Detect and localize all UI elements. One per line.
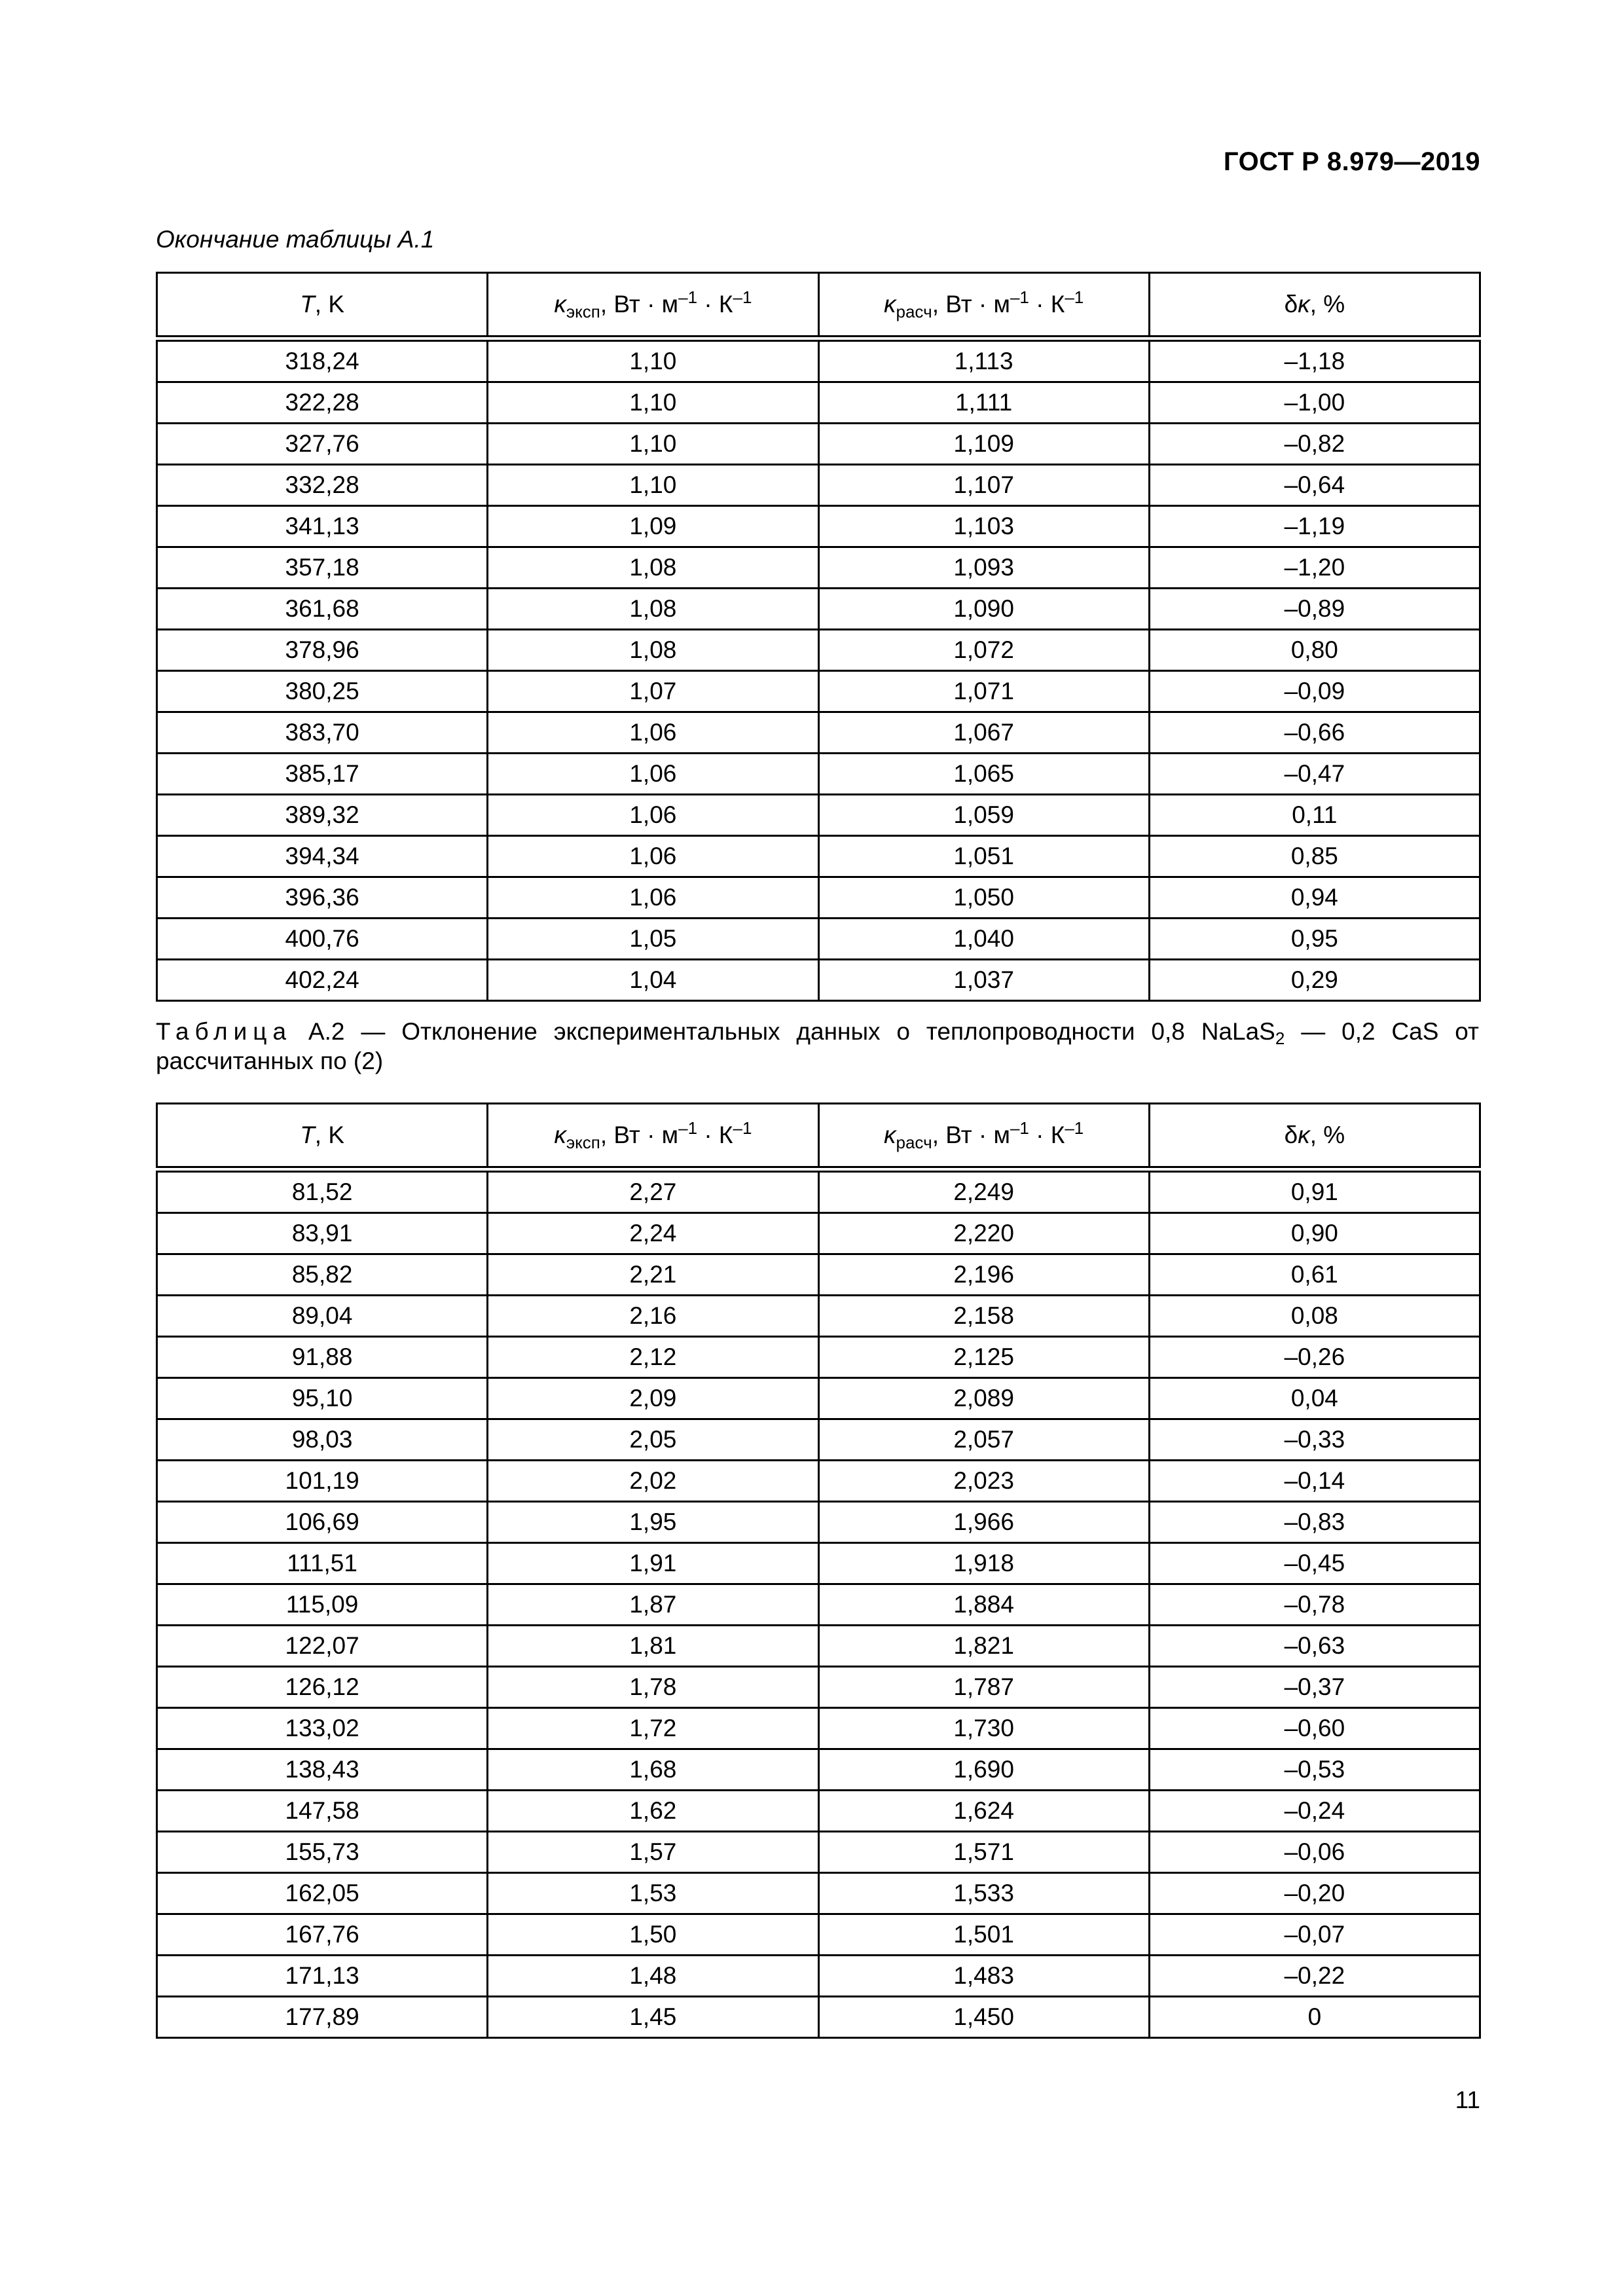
k-calc-cell: 1,037: [818, 960, 1149, 1001]
temperature-cell: 394,34: [157, 836, 488, 877]
table-row: [157, 1169, 1480, 1213]
k-exp-cell: 1,10: [488, 338, 818, 382]
col-header-k-calc: $\kappa_{расч}$, Вт · $м^{-1} \cdot К^{-1}$: [818, 1104, 1149, 1170]
temperature-cell: 91,88: [157, 1337, 488, 1378]
temperature-cell: 98,03: [157, 1419, 488, 1461]
k-calc-cell: 1,624: [818, 1791, 1149, 1832]
k-calc-cell: 1,109: [818, 424, 1149, 465]
k-exp-cell: 1,06: [488, 877, 818, 919]
k-calc-cell: 2,057: [818, 1419, 1149, 1461]
table-a2-caption: Таблица А.2 — Отклонение экспериментальных данных о теплопроводности 0,8 NaLaS$_2$ — 0,2 CaS от рассчитанных по (2): [156, 1018, 1479, 1074]
k-calc-cell: 2,125: [818, 1337, 1149, 1378]
k-exp-cell: 2,05: [488, 1419, 818, 1461]
temperature-cell: 167,76: [157, 1914, 488, 1956]
k-calc-cell: 1,918: [818, 1543, 1149, 1584]
table-row: [157, 712, 1480, 754]
temperature-cell: 126,12: [157, 1667, 488, 1708]
deviation-cell: –1,18: [1149, 338, 1480, 382]
col-header-delta: δκ, %: [1149, 273, 1480, 339]
table-row: [157, 1213, 1480, 1254]
k-calc-cell: 1,483: [818, 1956, 1149, 1997]
deviation-cell: –0,60: [1149, 1708, 1480, 1749]
table-row: [157, 1791, 1480, 1832]
deviation-cell: –0,26: [1149, 1337, 1480, 1378]
k-exp-cell: 1,57: [488, 1832, 818, 1873]
k-calc-cell: 1,884: [818, 1584, 1149, 1626]
k-calc-cell: 1,059: [818, 795, 1149, 836]
deviation-cell: –0,06: [1149, 1832, 1480, 1873]
k-exp-cell: 2,16: [488, 1296, 818, 1337]
k-calc-cell: 1,050: [818, 877, 1149, 919]
k-calc-cell: 1,040: [818, 919, 1149, 960]
temperature-cell: 138,43: [157, 1749, 488, 1791]
k-exp-cell: 1,06: [488, 754, 818, 795]
deviation-cell: –0,24: [1149, 1791, 1480, 1832]
table-a2-body: [157, 1169, 1480, 2038]
k-exp-cell: 1,04: [488, 960, 818, 1001]
k-calc-cell: 2,196: [818, 1254, 1149, 1296]
table-row: [157, 1378, 1480, 1419]
deviation-cell: –0,78: [1149, 1584, 1480, 1626]
k-calc-cell: 2,249: [818, 1169, 1149, 1213]
table-a1-caption: Окончание таблицы А.1: [156, 226, 435, 253]
k-exp-cell: 2,24: [488, 1213, 818, 1254]
col-header-k-calc: $\kappa_{расч}$, Вт · $м^{-1} \cdot К^{-1}$: [818, 273, 1149, 339]
deviation-cell: –0,63: [1149, 1626, 1480, 1667]
table-row: [157, 1419, 1480, 1461]
table-row: [157, 919, 1480, 960]
deviation-cell: –1,19: [1149, 506, 1480, 547]
deviation-cell: –0,47: [1149, 754, 1480, 795]
k-exp-cell: 1,06: [488, 712, 818, 754]
table-row: [157, 1749, 1480, 1791]
temperature-cell: 332,28: [157, 465, 488, 506]
temperature-cell: 171,13: [157, 1956, 488, 1997]
table-a1-body: [157, 338, 1480, 1001]
deviation-cell: 0,90: [1149, 1213, 1480, 1254]
k-exp-cell: 1,48: [488, 1956, 818, 1997]
k-calc-cell: 1,730: [818, 1708, 1149, 1749]
temperature-cell: 402,24: [157, 960, 488, 1001]
table-row: [157, 424, 1480, 465]
deviation-cell: 0,94: [1149, 877, 1480, 919]
temperature-cell: 318,24: [157, 338, 488, 382]
k-exp-cell: 1,10: [488, 382, 818, 424]
table-row: [157, 1667, 1480, 1708]
deviation-cell: 0,11: [1149, 795, 1480, 836]
k-calc-cell: 1,821: [818, 1626, 1149, 1667]
deviation-cell: –0,09: [1149, 671, 1480, 712]
k-exp-cell: 2,12: [488, 1337, 818, 1378]
temperature-cell: 111,51: [157, 1543, 488, 1584]
temperature-cell: 327,76: [157, 424, 488, 465]
k-calc-cell: 2,089: [818, 1378, 1149, 1419]
deviation-cell: –1,00: [1149, 382, 1480, 424]
k-exp-cell: 1,05: [488, 919, 818, 960]
table-row: [157, 382, 1480, 424]
temperature-cell: 133,02: [157, 1708, 488, 1749]
table-a2: [156, 1102, 1481, 2039]
deviation-cell: –0,64: [1149, 465, 1480, 506]
table-row: [157, 1997, 1480, 2038]
col-header-delta: δκ, %: [1149, 1104, 1480, 1170]
k-exp-cell: 1,08: [488, 589, 818, 630]
table-row: [157, 465, 1480, 506]
temperature-cell: 89,04: [157, 1296, 488, 1337]
temperature-cell: 396,36: [157, 877, 488, 919]
k-calc-cell: 1,051: [818, 836, 1149, 877]
k-calc-cell: 1,093: [818, 547, 1149, 589]
temperature-cell: 101,19: [157, 1461, 488, 1502]
temperature-cell: 106,69: [157, 1502, 488, 1543]
temperature-cell: 177,89: [157, 1997, 488, 2038]
k-exp-cell: 1,06: [488, 836, 818, 877]
deviation-cell: –0,89: [1149, 589, 1480, 630]
k-calc-cell: 1,787: [818, 1667, 1149, 1708]
temperature-cell: 357,18: [157, 547, 488, 589]
k-exp-cell: 1,91: [488, 1543, 818, 1584]
temperature-cell: 361,68: [157, 589, 488, 630]
k-exp-cell: 1,68: [488, 1749, 818, 1791]
k-calc-cell: 1,113: [818, 338, 1149, 382]
deviation-cell: 0,95: [1149, 919, 1480, 960]
deviation-cell: –0,20: [1149, 1873, 1480, 1914]
deviation-cell: 0,61: [1149, 1254, 1480, 1296]
k-calc-cell: 1,533: [818, 1873, 1149, 1914]
k-exp-cell: 1,08: [488, 547, 818, 589]
table-row: [157, 547, 1480, 589]
deviation-cell: 0,80: [1149, 630, 1480, 671]
k-calc-cell: 2,158: [818, 1296, 1149, 1337]
k-exp-cell: 1,87: [488, 1584, 818, 1626]
table-row: [157, 506, 1480, 547]
temperature-cell: 383,70: [157, 712, 488, 754]
k-exp-cell: 1,62: [488, 1791, 818, 1832]
deviation-cell: 0: [1149, 1997, 1480, 2038]
deviation-cell: 0,29: [1149, 960, 1480, 1001]
k-calc-cell: 1,966: [818, 1502, 1149, 1543]
k-exp-cell: 1,09: [488, 506, 818, 547]
table-row: [157, 754, 1480, 795]
col-header-temperature: T, K: [157, 1104, 488, 1170]
table-row: [157, 960, 1480, 1001]
k-exp-cell: 1,06: [488, 795, 818, 836]
deviation-cell: –0,37: [1149, 1667, 1480, 1708]
table-row: [157, 589, 1480, 630]
deviation-cell: –0,66: [1149, 712, 1480, 754]
k-exp-cell: 2,21: [488, 1254, 818, 1296]
table-row: [157, 671, 1480, 712]
k-exp-cell: 1,10: [488, 465, 818, 506]
table-row: [157, 1543, 1480, 1584]
k-exp-cell: 1,07: [488, 671, 818, 712]
deviation-cell: 0,91: [1149, 1169, 1480, 1213]
temperature-cell: 115,09: [157, 1584, 488, 1626]
table-row: [157, 1708, 1480, 1749]
table-row: [157, 1337, 1480, 1378]
k-exp-cell: 1,72: [488, 1708, 818, 1749]
temperature-cell: 155,73: [157, 1832, 488, 1873]
deviation-cell: 0,04: [1149, 1378, 1480, 1419]
table-row: [157, 1461, 1480, 1502]
k-calc-cell: 1,103: [818, 506, 1149, 547]
temperature-cell: 83,91: [157, 1213, 488, 1254]
deviation-cell: –0,53: [1149, 1749, 1480, 1791]
temperature-cell: 162,05: [157, 1873, 488, 1914]
deviation-cell: –0,33: [1149, 1419, 1480, 1461]
deviation-cell: –0,07: [1149, 1914, 1480, 1956]
temperature-cell: 380,25: [157, 671, 488, 712]
col-header-k-exp: $\kappa_{эксп}$, Вт · $м^{-1} \cdot К^{-1}$: [488, 273, 818, 339]
k-calc-cell: 2,023: [818, 1461, 1149, 1502]
k-exp-cell: 1,45: [488, 1997, 818, 2038]
k-exp-cell: 1,81: [488, 1626, 818, 1667]
deviation-cell: –0,82: [1149, 424, 1480, 465]
deviation-cell: 0,85: [1149, 836, 1480, 877]
page-number: 11: [1455, 2086, 1480, 2113]
k-exp-cell: 1,50: [488, 1914, 818, 1956]
k-calc-cell: 1,071: [818, 671, 1149, 712]
k-calc-cell: 2,220: [818, 1213, 1149, 1254]
table-row: [157, 1254, 1480, 1296]
table-a1-header-row: [157, 273, 1480, 339]
temperature-cell: 81,52: [157, 1169, 488, 1213]
k-calc-cell: 1,067: [818, 712, 1149, 754]
temperature-cell: 385,17: [157, 754, 488, 795]
col-header-k-exp: $\kappa_{эксп}$, Вт · $м^{-1} \cdot К^{-1}$: [488, 1104, 818, 1170]
table-row: [157, 1832, 1480, 1873]
temperature-cell: 322,28: [157, 382, 488, 424]
k-exp-cell: 2,09: [488, 1378, 818, 1419]
table-row: [157, 1502, 1480, 1543]
k-calc-cell: 1,690: [818, 1749, 1149, 1791]
temperature-cell: 378,96: [157, 630, 488, 671]
k-exp-cell: 2,02: [488, 1461, 818, 1502]
table-row: [157, 795, 1480, 836]
col-header-temperature: T, K: [157, 273, 488, 339]
table-row: [157, 1626, 1480, 1667]
table-a1: [156, 272, 1481, 1002]
k-calc-cell: 1,107: [818, 465, 1149, 506]
temperature-cell: 95,10: [157, 1378, 488, 1419]
table-row: [157, 630, 1480, 671]
table-row: [157, 836, 1480, 877]
deviation-cell: –0,14: [1149, 1461, 1480, 1502]
k-calc-cell: 1,450: [818, 1997, 1149, 2038]
deviation-cell: –1,20: [1149, 547, 1480, 589]
table-row: [157, 338, 1480, 382]
temperature-cell: 341,13: [157, 506, 488, 547]
table-a2-header-row: [157, 1104, 1480, 1170]
k-exp-cell: 1,95: [488, 1502, 818, 1543]
table-row: [157, 877, 1480, 919]
table-row: [157, 1914, 1480, 1956]
k-calc-cell: 1,072: [818, 630, 1149, 671]
standard-code: ГОСТ Р 8.979—2019: [1223, 147, 1480, 176]
table-row: [157, 1873, 1480, 1914]
k-calc-cell: 1,090: [818, 589, 1149, 630]
deviation-cell: –0,83: [1149, 1502, 1480, 1543]
k-calc-cell: 1,065: [818, 754, 1149, 795]
deviation-cell: –0,45: [1149, 1543, 1480, 1584]
k-exp-cell: 1,78: [488, 1667, 818, 1708]
temperature-cell: 400,76: [157, 919, 488, 960]
temperature-cell: 389,32: [157, 795, 488, 836]
k-exp-cell: 1,10: [488, 424, 818, 465]
k-exp-cell: 1,08: [488, 630, 818, 671]
deviation-cell: 0,08: [1149, 1296, 1480, 1337]
k-calc-cell: 1,571: [818, 1832, 1149, 1873]
k-calc-cell: 1,111: [818, 382, 1149, 424]
k-calc-cell: 1,501: [818, 1914, 1149, 1956]
table-row: [157, 1956, 1480, 1997]
k-exp-cell: 2,27: [488, 1169, 818, 1213]
table-row: [157, 1584, 1480, 1626]
temperature-cell: 147,58: [157, 1791, 488, 1832]
deviation-cell: –0,22: [1149, 1956, 1480, 1997]
temperature-cell: 85,82: [157, 1254, 488, 1296]
table-row: [157, 1296, 1480, 1337]
temperature-cell: 122,07: [157, 1626, 488, 1667]
k-exp-cell: 1,53: [488, 1873, 818, 1914]
